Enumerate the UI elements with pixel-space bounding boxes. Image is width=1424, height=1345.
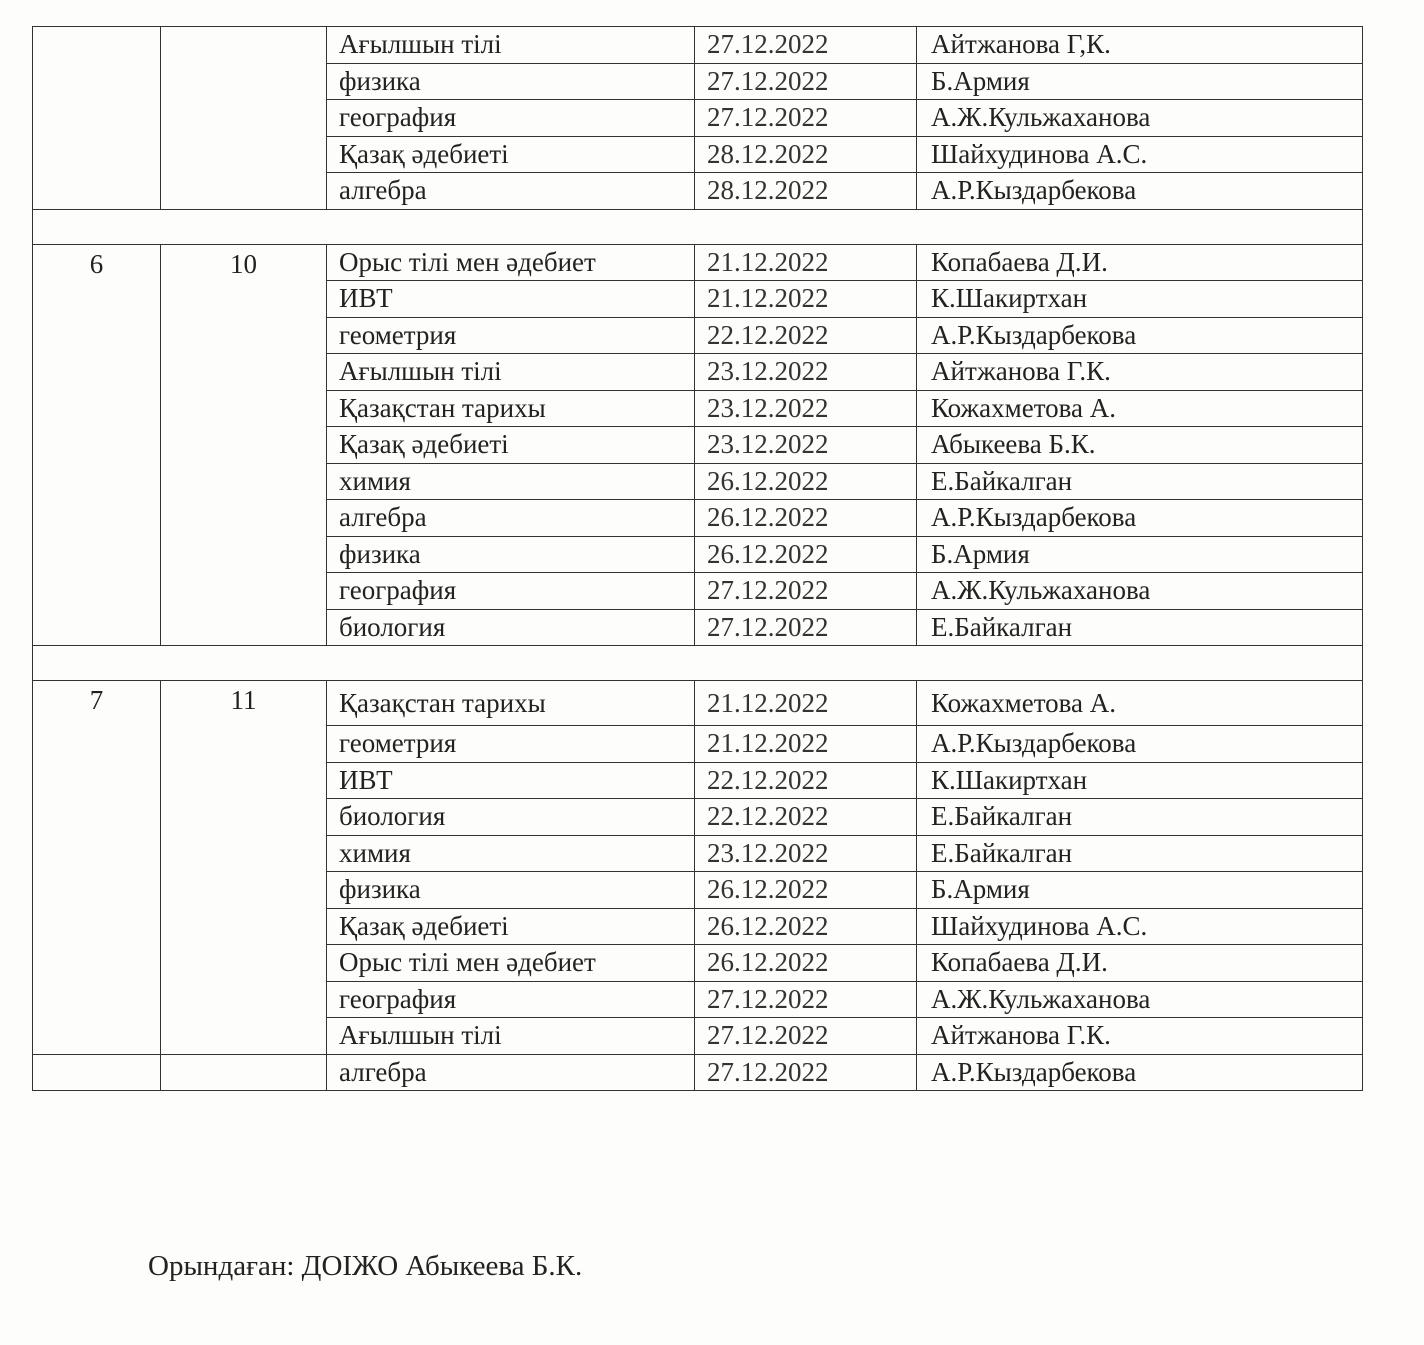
subject-cell: ИВТ [327,762,695,799]
date-cell: 28.12.2022 [695,173,917,210]
table-row [33,244,1363,281]
subject-cell: химия [327,463,695,500]
date-cell: 21.12.2022 [695,244,917,281]
date-cell: 27.12.2022 [695,63,917,100]
teacher-cell: Б.Армия [917,63,1363,100]
teacher-cell: Копабаева Д.И. [917,945,1363,982]
date-cell: 28.12.2022 [695,136,917,173]
subject-cell: география [327,573,695,610]
subject-cell: география [327,100,695,137]
teacher-cell: Айтжанова Г.К. [917,1018,1363,1055]
table-row [33,681,1363,726]
date-cell: 26.12.2022 [695,945,917,982]
subject-cell: геометрия [327,317,695,354]
subject-cell: химия [327,835,695,872]
teacher-cell: Б.Армия [917,872,1363,909]
subject-cell: алгебра [327,500,695,537]
teacher-cell: Кожахметова А. [917,390,1363,427]
subject-cell: Орыс тілі мен әдебиет [327,244,695,281]
grade-cell [161,27,327,210]
date-cell: 21.12.2022 [695,681,917,726]
subject-cell: Қазақстан тарихы [327,681,695,726]
spacer-row [33,209,1363,244]
footer-signature: Орындаған: ДОІЖО Абыкеева Б.К. [148,1250,583,1282]
teacher-cell: Айтжанова Г.К. [917,354,1363,391]
date-cell: 26.12.2022 [695,872,917,909]
empty-cell [33,1054,161,1091]
date-cell: 27.12.2022 [695,609,917,646]
teacher-cell: Е.Байкалган [917,799,1363,836]
schedule-body [33,27,1363,1091]
subject-cell: физика [327,872,695,909]
grade-cell: 10 [161,244,327,646]
subject-cell: ИВТ [327,281,695,318]
subject-cell: Қазақ әдебиеті [327,908,695,945]
subject-cell: география [327,981,695,1018]
spacer-cell [33,646,1363,681]
subject-cell: геометрия [327,726,695,763]
subject-cell: биология [327,609,695,646]
teacher-cell: К.Шакиртхан [917,281,1363,318]
grade-cell: 11 [161,681,327,1055]
teacher-cell: А.Ж.Кульжаханова [917,981,1363,1018]
date-cell: 27.12.2022 [695,27,917,64]
date-cell: 22.12.2022 [695,799,917,836]
teacher-cell: Шайхудинова А.С. [917,908,1363,945]
date-cell: 21.12.2022 [695,726,917,763]
spacer-cell [33,209,1363,244]
teacher-cell: Шайхудинова А.С. [917,136,1363,173]
teacher-cell: А.Р.Кыздарбекова [917,1054,1363,1091]
group-number-cell: 7 [33,681,161,1055]
subject-cell: физика [327,63,695,100]
date-cell: 23.12.2022 [695,354,917,391]
subject-cell: биология [327,799,695,836]
teacher-cell: Е.Байкалган [917,835,1363,872]
date-cell: 23.12.2022 [695,835,917,872]
date-cell: 26.12.2022 [695,500,917,537]
date-cell: 27.12.2022 [695,981,917,1018]
subject-cell: Ағылшын тілі [327,27,695,64]
date-cell: 27.12.2022 [695,1054,917,1091]
date-cell: 26.12.2022 [695,908,917,945]
date-cell: 26.12.2022 [695,463,917,500]
date-cell: 26.12.2022 [695,536,917,573]
spacer-row [33,646,1363,681]
empty-cell [161,1054,327,1091]
teacher-cell: А.Р.Кыздарбекова [917,173,1363,210]
teacher-cell: Е.Байкалган [917,609,1363,646]
subject-cell: алгебра [327,173,695,210]
subject-cell: Ағылшын тілі [327,1018,695,1055]
date-cell: 27.12.2022 [695,100,917,137]
subject-cell: Орыс тілі мен әдебиет [327,945,695,982]
teacher-cell: Абыкеева Б.К. [917,427,1363,464]
teacher-cell: Б.Армия [917,536,1363,573]
table-row [33,1054,1363,1091]
teacher-cell: Копабаева Д.И. [917,244,1363,281]
date-cell: 27.12.2022 [695,1018,917,1055]
subject-cell: Қазақстан тарихы [327,390,695,427]
teacher-cell: А.Р.Кыздарбекова [917,500,1363,537]
date-cell: 21.12.2022 [695,281,917,318]
date-cell: 23.12.2022 [695,390,917,427]
subject-cell: Қазақ әдебиеті [327,136,695,173]
teacher-cell: Е.Байкалган [917,463,1363,500]
date-cell: 22.12.2022 [695,762,917,799]
subject-cell: Қазақ әдебиеті [327,427,695,464]
teacher-cell: Айтжанова Г,К. [917,27,1363,64]
subject-cell: алгебра [327,1054,695,1091]
date-cell: 27.12.2022 [695,573,917,610]
date-cell: 23.12.2022 [695,427,917,464]
subject-cell: Ағылшын тілі [327,354,695,391]
teacher-cell: А.Р.Кыздарбекова [917,317,1363,354]
group-number-cell [33,27,161,210]
teacher-cell: А.Ж.Кульжаханова [917,573,1363,610]
subject-cell: физика [327,536,695,573]
exam-schedule-table [32,26,1363,1091]
teacher-cell: К.Шакиртхан [917,762,1363,799]
table-row [33,27,1363,64]
teacher-cell: А.Ж.Кульжаханова [917,100,1363,137]
group-number-cell: 6 [33,244,161,646]
teacher-cell: А.Р.Кыздарбекова [917,726,1363,763]
date-cell: 22.12.2022 [695,317,917,354]
teacher-cell: Кожахметова А. [917,681,1363,726]
